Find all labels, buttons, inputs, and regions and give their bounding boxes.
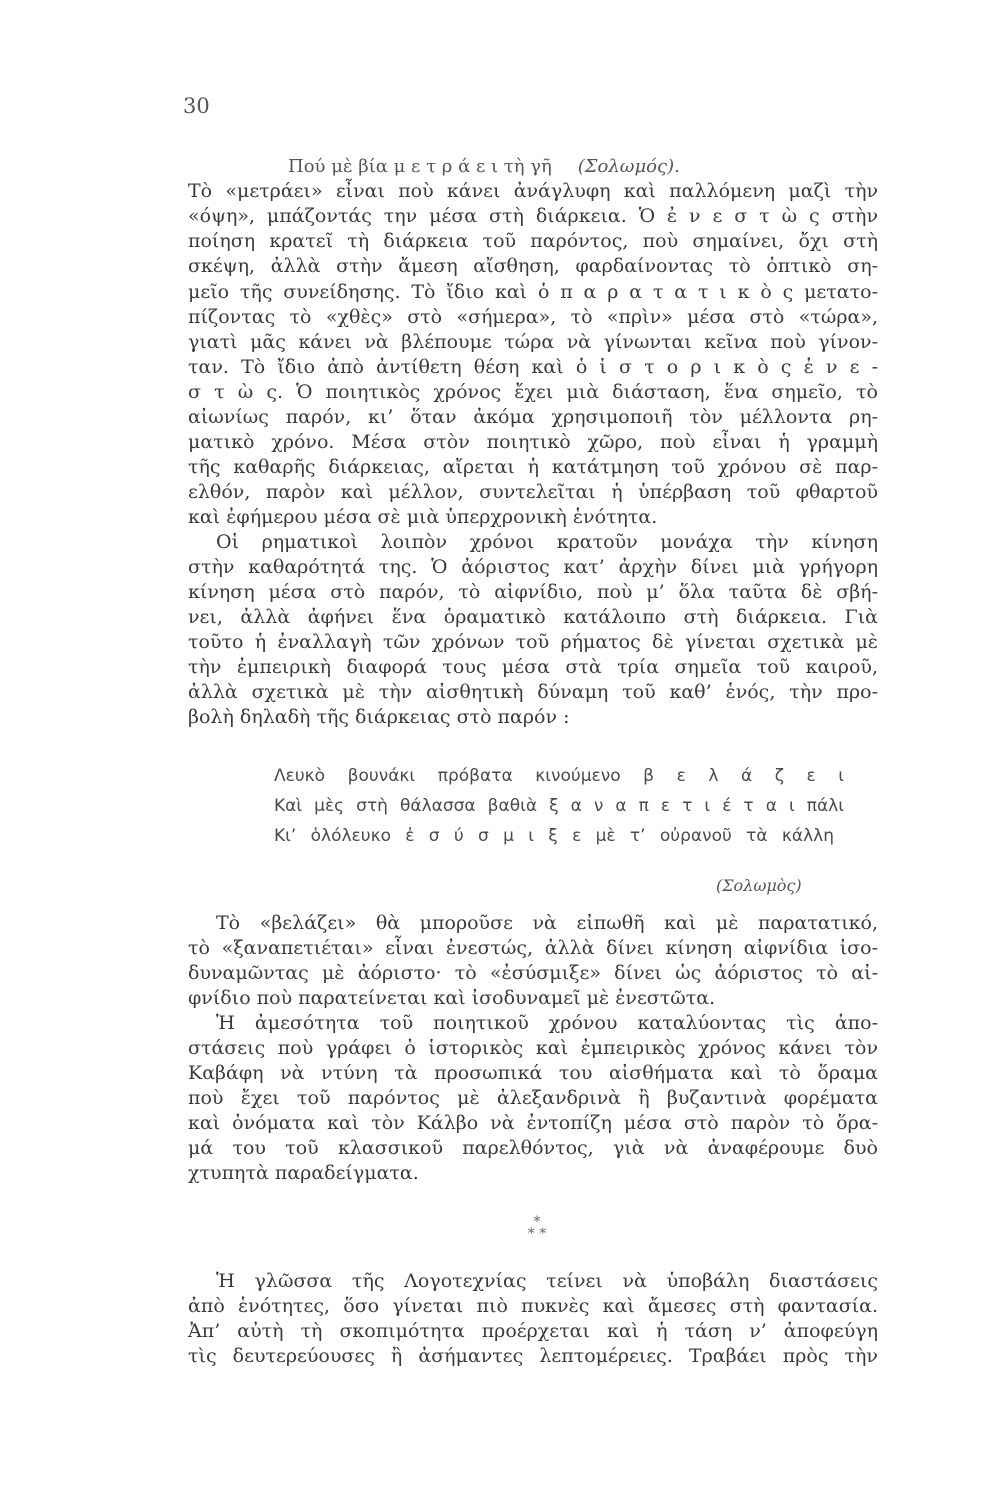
paragraph-4-line: Καβάφη νὰ ντύνη τὰ προσωπικά του αἰσθήματα καὶ τὸ ὅραμα	[188, 1062, 878, 1084]
poem-line: Καὶ μὲς στὴ θάλασσα βαθιὰ ξ α ν α π ε τ ι έ τ α ι πάλι	[274, 796, 844, 816]
paragraph-5-line: Ἀπ’ αὐτὴ τὴ σκοπιμότητα προέρχεται καὶ ἡ τάση ν’ ἀποφεύγη	[188, 1320, 878, 1342]
paragraph-3-line: φνίδιο ποὺ παρατείνεται καὶ ἰσοδυναμεῖ μὲ ἐνεστῶτα.	[188, 987, 716, 1009]
paragraph-2-line: νει, ἀλλὰ ἀφήνει ἕνα ὁραματικὸ κατάλοιπο στὴ διάρκεια. Γιὰ	[188, 606, 878, 628]
paragraph-1-line: μεῖο τῆς συνείδησης. Τὸ ἴδιο καὶ ὁ π α ρ α τ α τ ι κ ὸ ς μετατο-	[188, 281, 878, 303]
asterism-bottom: * *	[527, 1226, 547, 1242]
paragraph-2-line: τὴν ἐμπειρικὴ διαφορά τους μέσα στὰ τρία σημεῖα τοῦ καιροῦ,	[188, 656, 878, 678]
paragraph-3-line: τὸ «ξαναπετιέται» εἶναι ἐνεστώς, ἀλλὰ δίνει κίνηση αἰφνίδια ἰσο-	[188, 937, 878, 959]
paragraph-1-line: ελθόν, παρὸν καὶ μέλλον, συντελεῖται ἡ ὑπέρβαση τοῦ φθαρτοῦ	[188, 481, 878, 503]
asterism-top: *	[533, 1214, 541, 1230]
paragraph-5-line: Ἡ γλῶσσα τῆς Λογοτεχνίας τείνει νὰ ὑποβάλη διαστάσεις	[216, 1270, 878, 1292]
poem-source: (Σολωμὸς)	[716, 876, 802, 895]
paragraph-1-line: αἰωνίως παρόν, κι’ ὅταν ἀκόμα χρησιμοποιῆ τὸν μέλλοντα ρη-	[188, 406, 878, 428]
paragraph-1-line: «όψη», μπάζοντάς την μέσα στὴ διάρκεια. Ὁ ἐ ν ε σ τ ὼ ς στὴν	[188, 205, 878, 227]
poem-line: Λευκὸ βουνάκι πρόβατα κινούμενο β ε λ ά ζ ε ι	[274, 766, 844, 786]
paragraph-5-line: τὶς δευτερεύουσες ἢ ἀσήμαντες λεπτομέρειες. Τραβάει πρὸς τὴν	[188, 1345, 878, 1367]
epigraph-text: Πού μὲ βία μ ε τ ρ ά ε ι τὴ γῆ	[288, 156, 552, 177]
paragraph-3-line: Τὸ «βελάζει» θὰ μποροῦσε νὰ εἰπωθῆ καὶ μὲ παρατατικό,	[216, 912, 878, 934]
paragraph-2-line: βολὴ δηλαδὴ τῆς διάρκειας στὸ παρόν :	[188, 706, 570, 728]
paragraph-1-line: τῆς καθαρῆς διάρκειας, αἴρεται ἡ κατάτμηση τοῦ χρόνου σὲ παρ-	[188, 456, 878, 478]
paragraph-4-line: καὶ ὀνόματα καὶ τὸν Κάλβο νὰ ἐντοπίζη μέσα στὸ παρὸν τὸ ὅρα-	[188, 1112, 878, 1134]
page-number: 30	[183, 94, 210, 118]
epigraph	[288, 156, 680, 177]
paragraph-4-line: Ἡ ἀμεσότητα τοῦ ποιητικοῦ χρόνου καταλύοντας τὶς ἀπο-	[216, 1012, 878, 1034]
paragraph-4-line: στάσεις ποὺ γράφει ὁ ἱστορικὸς καὶ ἐμπειρικὸς χρόνος κάνει τὸν	[188, 1037, 878, 1059]
paragraph-4-line: ποὺ ἔχει τοῦ παρόντος μὲ ἀλεξανδρινὰ ἢ βυζαντινὰ φορέματα	[188, 1087, 878, 1109]
paragraph-2-line: στὴν καθαρότητά της. Ὁ ἀόριστος κατ’ ἀρχὴν δίνει μιὰ γρήγορη	[188, 556, 878, 578]
poem-line: Κι’ ὁλόλευκο ἐ σ ύ σ μ ι ξ ε μὲ τ’ οὐρανοῦ τὰ κάλλη	[274, 826, 834, 846]
paragraph-2-line: τοῦτο ἡ ἐναλλαγὴ τῶν χρόνων τοῦ ρήματος δὲ γίνεται σχετικὰ μὲ	[188, 631, 878, 653]
epigraph-source: (Σολωμός).	[577, 156, 680, 177]
paragraph-1-line: ματικὸ χρόνο. Μέσα στὸν ποιητικὸ χῶρο, ποὺ εἶναι ἡ γραμμὴ	[188, 431, 878, 453]
paragraph-1-line: ταν. Τὸ ἴδιο ἀπὸ ἀντίθετη θέση καὶ ὁ ἱ σ τ ο ρ ι κ ὸ ς ἐ ν ε -	[188, 356, 878, 378]
paragraph-4-line: χτυπητὰ παραδείγματα.	[188, 1162, 419, 1184]
paragraph-1-line: γιατὶ μᾶς κάνει νὰ βλέπουμε τώρα νὰ γίνωνται κεῖνα ποὺ γίνον-	[188, 331, 878, 353]
paragraph-3-line: δυναμῶντας μὲ ἀόριστο· τὸ «ἐσύσμιξε» δίνει ὡς ἀόριστος τὸ αἰ-	[188, 962, 878, 984]
paragraph-1-line: σ τ ὼ ς. Ὁ ποιητικὸς χρόνος ἔχει μιὰ διάσταση, ἕνα σημεῖο, τὸ	[188, 381, 878, 403]
paragraph-2-line: ἀλλὰ σχετικὰ μὲ τὴν αἰσθητικὴ δύναμη τοῦ καθ’ ἑνός, τὴν προ-	[188, 681, 878, 703]
paragraph-2-line: κίνηση μέσα στὸ παρόν, τὸ αἰφνίδιο, ποὺ μ’ ὅλα ταῦτα δὲ σβή-	[188, 581, 878, 603]
paragraph-1-line: σκέψη, ἀλλὰ στὴν ἄμεση αἴσθηση, φαρδαίνοντας τὸ ὀπτικὸ ση-	[188, 255, 878, 277]
paragraph-1-line: καὶ ἐφήμερου μέσα σὲ μιὰ ὑπερχρονικὴ ἑνότητα.	[188, 506, 658, 528]
paragraph-1-line: ποίηση κρατεῖ τὴ διάρκεια τοῦ παρόντος, ποὺ σημαίνει, ὄχι στὴ	[188, 230, 878, 252]
paragraph-1-line: Τὸ «μετράει» εἶναι ποὺ κάνει ἀνάγλυφη καὶ παλλόμενη μαζὶ τὴν	[188, 180, 878, 202]
paragraph-2-line: Οἱ ρηματικοὶ λοιπὸν χρόνοι κρατοῦν μονάχα τὴν κίνηση	[216, 531, 878, 553]
paragraph-4-line: μά του τοῦ κλασσικοῦ παρελθόντος, γιὰ νὰ ἀναφέρουμε δυὸ	[188, 1137, 878, 1159]
paragraph-1-line: πίζοντας τὸ «χθὲς» στὸ «σήμερα», τὸ «πρὶν» μέσα στὸ «τώρα»,	[188, 306, 878, 328]
section-separator	[522, 1216, 552, 1240]
paragraph-5-line: ἀπὸ ἑνότητες, ὅσο γίνεται πιὸ πυκνὲς καὶ ἄμεσες στὴ φαντασία.	[188, 1295, 878, 1317]
